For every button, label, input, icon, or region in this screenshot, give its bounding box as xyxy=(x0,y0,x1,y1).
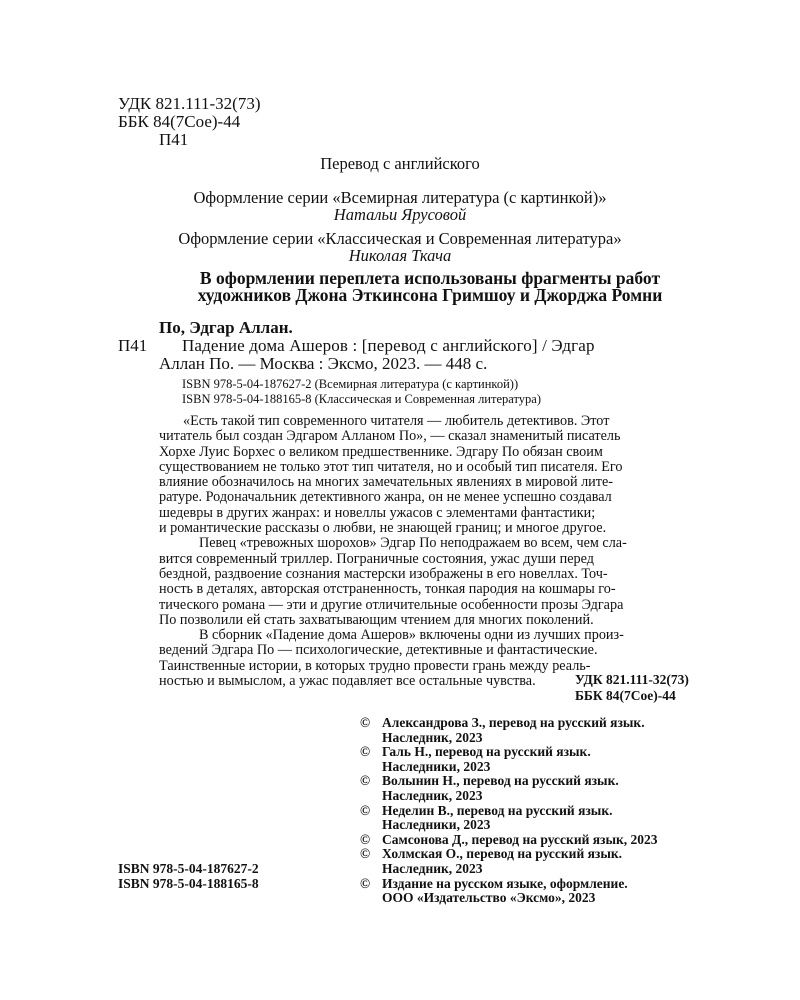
annotation-line: По позволили ей стать захватывающим чтением для многих поколений. xyxy=(159,611,594,628)
annotation-line: бездной, раздвоение сознания мастерски изображены в его новеллах. Точ- xyxy=(159,565,608,582)
annotation-line: Хорхе Луис Борхес о великом предшественнике. Эдгару По обязан своим xyxy=(159,443,603,460)
series-design-1-designer: Натальи Ярусовой xyxy=(333,205,467,224)
annotation-line: и романтические рассказы о любви, не знающей границ; и многое другое. xyxy=(159,520,607,537)
author-mark: П41 xyxy=(159,130,189,149)
annotation-line: вится современный триллер. Пограничные состояния, ужас души перед xyxy=(159,550,594,567)
series-design-2-designer: Николая Ткача xyxy=(348,246,452,265)
annotation-line: Таинственные истории, в которых трудно провести грань между реаль- xyxy=(159,657,591,674)
copyright-entry xyxy=(360,833,658,848)
annotation-line: В сборник «Падение дома Ашеров» включены одни из лучших произ- xyxy=(199,627,624,644)
copyright-symbol: © xyxy=(360,802,371,818)
annotation-line: существованием не только этот тип читателя, но и особый тип писателя. Его xyxy=(159,458,623,475)
copyright-entry xyxy=(360,804,658,833)
bbk-code: ББК 84(7Сое)-44 xyxy=(118,112,241,131)
record-isbn-1: ISBN 978-5-04-187627-2 (Всемирная литература (с картинкой)) xyxy=(182,377,519,391)
annotation-line: ратуре. Родоначальник детективного жанра, он не менее успешно создавал xyxy=(159,489,612,506)
series-design-2-title: Оформление серии «Классическая и Современная литература» xyxy=(178,229,622,248)
copyright-entry xyxy=(360,877,658,906)
copyright-line: Галь Н., перевод на русский язык. xyxy=(382,744,591,760)
copyright-line: Александрова З., перевод на русский язык. xyxy=(382,715,645,730)
copyright-line: Наследник, 2023 xyxy=(382,860,483,876)
isbn-1: ISBN 978-5-04-187627-2 xyxy=(118,861,259,876)
footer-udk-code: УДК 821.111-32(73) xyxy=(575,672,689,687)
copyright-symbol: © xyxy=(360,773,371,789)
copyright-line: Самсонова Д., перевод на русский язык, 2023 xyxy=(382,831,658,847)
annotation-paragraph-1 xyxy=(159,414,719,536)
copyright-symbol: © xyxy=(360,846,371,862)
copyright-line: ООО «Издательство «Эксмо», 2023 xyxy=(382,890,596,906)
annotation xyxy=(159,414,719,689)
copyright-entry xyxy=(360,745,658,774)
copyright-line: Неделин В., перевод на русский язык. xyxy=(382,802,613,818)
copyright-entry xyxy=(360,847,658,876)
copyright-line: Волынин Н., перевод на русский язык. xyxy=(382,773,619,789)
annotation-line: «Есть такой тип современного читателя — любитель детективов. Этот xyxy=(183,413,610,429)
annotation-paragraph-2 xyxy=(159,536,719,628)
copyright-line: Холмская О., перевод на русский язык. xyxy=(382,846,623,862)
copyright-symbol: © xyxy=(360,744,371,760)
annotation-line: ность в деталях, авторская отстраненность, тонкая пародия на кошмары го- xyxy=(159,581,616,598)
copyright-line: Наследники, 2023 xyxy=(382,758,491,774)
record-title-line-1: Падение дома Ашеров : [перевод с английского] / Эдгар xyxy=(182,336,595,355)
series-design-1-title: Оформление серии «Всемирная литература (с картинкой)» xyxy=(193,188,607,207)
footer-bbk-code: ББК 84(7Сое)-44 xyxy=(575,688,676,703)
binding-note-line-1: В оформлении переплета использованы фрагменты работ xyxy=(199,268,661,288)
isbn-2: ISBN 978-5-04-188165-8 xyxy=(118,876,259,891)
copyright-line: Наследники, 2023 xyxy=(382,817,491,833)
copyright-list xyxy=(360,716,658,906)
annotation-line: Певец «тревожных шорохов» Эдгар По неподражаем во всем, чем сла- xyxy=(199,535,627,552)
annotation-line: ведений Эдгара По — психологические, детективные и фантастические. xyxy=(159,642,598,659)
record-mark: П41 xyxy=(118,336,148,355)
annotation-line: шедевры в других жанрах: и новеллы ужасов с элементами фантастики; xyxy=(159,504,596,521)
copyright-entry xyxy=(360,716,658,745)
copyright-line: Наследник, 2023 xyxy=(382,729,483,745)
annotation-line: ностью и вымыслом, а ужас подавляет все остальные чувства. xyxy=(159,673,536,690)
record-isbn-2: ISBN 978-5-04-188165-8 (Классическая и Современная литература) xyxy=(182,392,541,406)
copyright-symbol: © xyxy=(360,875,371,891)
author-heading: По, Эдгар Аллан. xyxy=(159,318,293,337)
copyright-symbol: © xyxy=(360,715,371,730)
copyright-symbol: © xyxy=(360,831,371,847)
translation-note: Перевод с английского xyxy=(320,154,480,173)
udk-code: УДК 821.111-32(73) xyxy=(118,94,261,113)
annotation-line: тического романа — эти и другие отличительные особенности прозы Эдгара xyxy=(159,596,624,613)
annotation-line: влияние обозначилось на многих замечательных явлениях в мировой лите- xyxy=(159,474,613,491)
binding-note-line-2: художников Джона Эткинсона Гримшоу и Джорджа Ромни xyxy=(197,285,663,305)
annotation-line: читатель был создан Эдгаром Алланом По», — сказал знаменитый писатель xyxy=(159,428,621,445)
copyright-line: Издание на русском языке, оформление. xyxy=(382,875,628,891)
copyright-line: Наследник, 2023 xyxy=(382,787,483,803)
copyright-entry xyxy=(360,774,658,803)
record-title-line-2: Аллан По. — Москва : Эксмо, 2023. — 448 с. xyxy=(159,354,488,373)
